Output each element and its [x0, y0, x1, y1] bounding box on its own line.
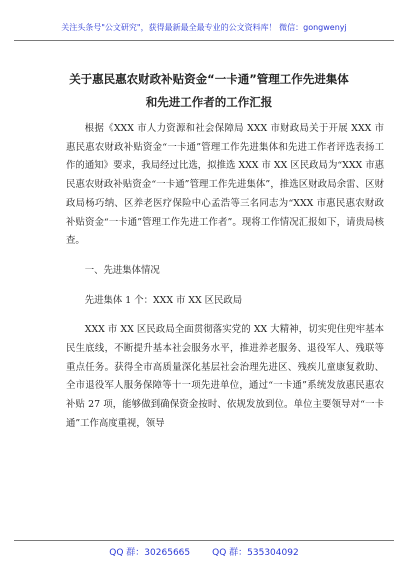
footer-contacts: [14, 545, 394, 558]
paragraph-details: XXX 市 XX 区民政局全面贯彻落实党的 XX 大精神，切实兜住兜牢基本民生底线，不断提升基本社会服务水平，推进养老服务、退役军人、残联等重点任务。获得全市高质量深化基层社会治理先进区、残疾儿童康复救助、全市退役军人服务保障等十一项先进单位，通过“一卡通”系统发放惠民惠农补贴 27 项，能够做到确保资金按时、依规发放到位。单位主要领导对“一卡通”工作高度重视，领导: [66, 324, 384, 429]
paragraph-intro: 根据《XXX 市人力资源和社会保障局 XXX 市财政局关于开展 XXX 市惠民惠农财政补贴资金“一卡通”管理工作先进集体和先进工作者评选表扬工作的通知》要求，我局经过比选，拟推选 XXX 市 XX 区民政局为“XXX 市惠民惠农财政补贴资金“一卡通”管理工作先进集体”，推选区财政局余雷、区财政局杨巧纳、区养老医疗保险中心孟浩等三名同志为“XXX 市惠民惠农财政补贴资金“一卡通”管理工作先进工作者”。现将工作情况汇报如下，请贵局核查。: [66, 123, 384, 247]
title-line-2: 和先进工作者的工作汇报: [145, 95, 273, 109]
qq-group-1: QQ 群：30265665: [109, 548, 191, 558]
section-heading: 一、先进集体情况: [84, 264, 160, 276]
footer-divider: [14, 540, 394, 541]
header-notice: 关注头条号"公文研究"，获得最新最全最专业的公文资料库！ 微信：gongwenyj: [61, 23, 347, 32]
title-line-1: 关于惠民惠农财政补贴资金“一卡通”管理工作先进集体: [69, 72, 349, 86]
document-body: [66, 120, 384, 434]
qq-group-2: QQ 群：535304092: [212, 548, 299, 558]
header-divider: [14, 40, 394, 41]
document-title: [40, 68, 378, 114]
collective-line: 先进集体 1 个：XXX 市 XX 区民政局: [84, 294, 243, 306]
